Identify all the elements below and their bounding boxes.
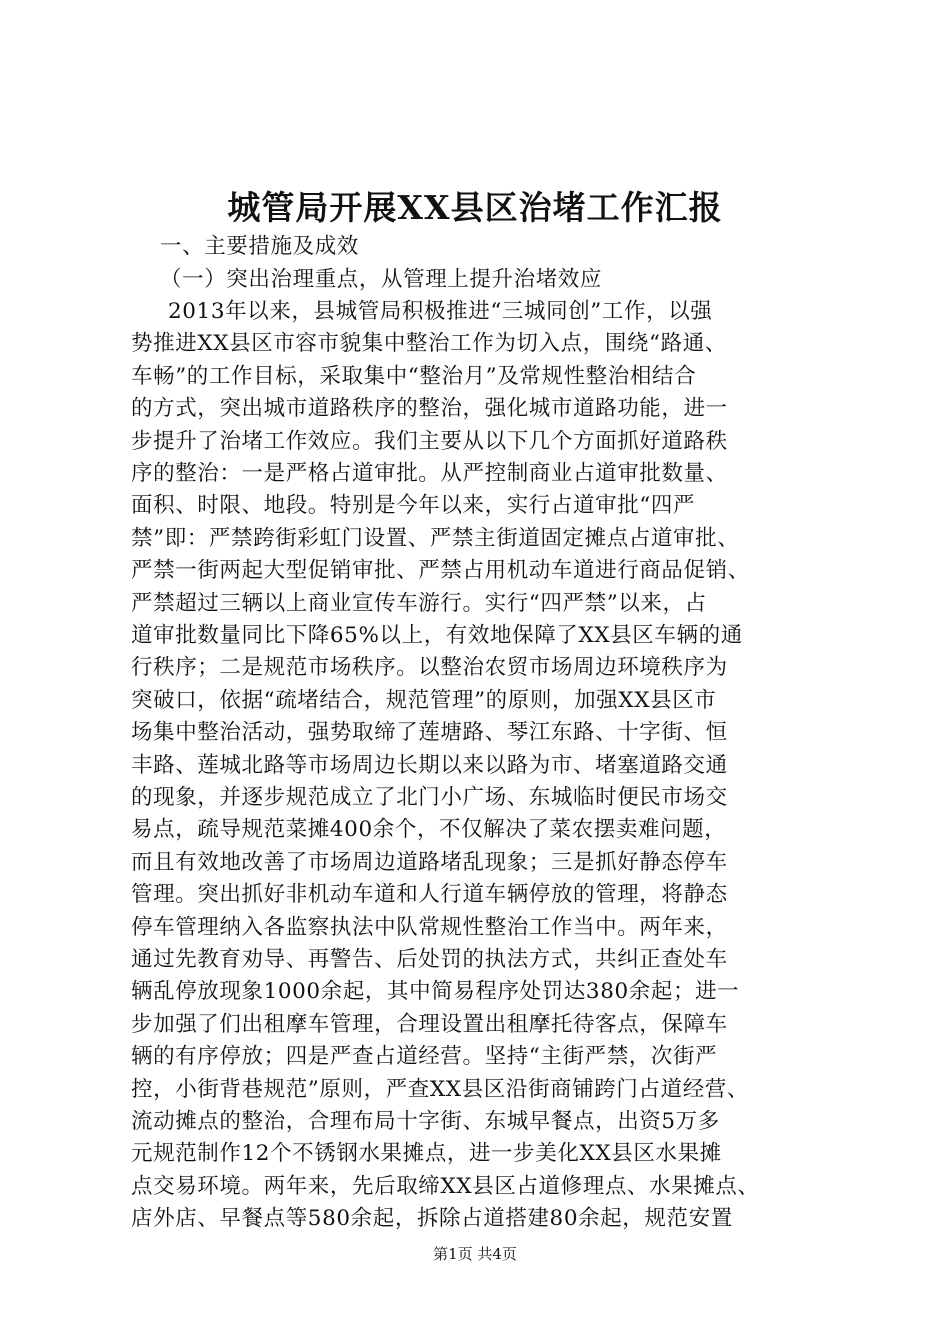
- body-line: 停车管理纳入各监察执法中队常规性整治工作当中。两年来，: [131, 914, 728, 940]
- body-line: 而且有效地改善了市场周边道路堵乱现象；三是抓好静态停车: [131, 849, 728, 875]
- page-title: 城管局开展XX县区治堵工作汇报: [227, 188, 723, 227]
- body-line: 禁”即：严禁跨街彩虹门设置、严禁主街道固定摊点占道审批、: [131, 525, 740, 551]
- body-line: 道审批数量同比下降65%以上，有效地保障了XX县区车辆的通: [131, 623, 743, 648]
- body-line: 店外店、早餐点等580余起，拆除占道搭建80余起，规范安置: [131, 1206, 733, 1232]
- body-line: 通过先教育劝导、再警告、后处罚的执法方式，共纠正查处车: [131, 947, 728, 972]
- page-footer: 第1页 共4页: [433, 1245, 517, 1263]
- body-line: 面积、时限、地段。特别是今年以来，实行占道审批“四严: [131, 493, 696, 519]
- body-line: 辆乱停放现象1000余起，其中简易程序处罚达380余起；进一: [131, 979, 740, 1005]
- subsection-heading: （一）突出治理重点，从管理上提升治堵效应: [160, 267, 603, 292]
- body-line: 行秩序；二是规范市场秩序。以整治农贸市场周边环境秩序为: [131, 655, 728, 681]
- body-line: 丰路、莲城北路等市场周边长期以来以路为市、堵塞道路交通: [131, 752, 728, 778]
- section-heading: 一、主要措施及成效: [160, 234, 359, 259]
- body-line: 控，小街背巷规范”原则，严查XX县区沿街商铺跨门占道经营、: [131, 1076, 750, 1102]
- body-line: 的方式，突出城市道路秩序的整治，强化城市道路功能，进一: [131, 396, 728, 422]
- body-line: 场集中整治活动，强势取缔了莲塘路、琴江东路、十字街、恒: [131, 720, 728, 746]
- body-line: 严禁一街两起大型促销审批、严禁占用机动车道进行商品促销、: [131, 558, 750, 584]
- body-line: 突破口，依据“疏堵结合，规范管理”的原则，加强XX县区市: [131, 687, 717, 713]
- body-line: 的现象，并逐步规范成立了北门小广场、东城临时便民市场交: [131, 785, 728, 810]
- body-line: 2013年以来，县城管局积极推进“三城同创”工作，以强: [168, 299, 713, 324]
- body-line: 严禁超过三辆以上商业宣传车游行。实行“四严禁”以来，占: [131, 590, 707, 616]
- body-line: 步加强了们出租摩车管理，合理设置出租摩托待客点，保障车: [131, 1011, 728, 1037]
- body-line: 车畅”的工作目标，采取集中“整治月”及常规性整治相结合: [131, 363, 697, 389]
- body-line: 易点，疏导规范菜摊400余个，不仅解决了菜农摆卖难问题，: [131, 817, 727, 843]
- body-line: 序的整治：一是严格占道审批。从严控制商业占道审批数量、: [131, 461, 728, 486]
- body-line: 势推进XX县区市容市貌集中整治工作为切入点，围绕“路通、: [131, 331, 727, 357]
- body-line: 步提升了治堵工作效应。我们主要从以下几个方面抓好道路秩: [131, 428, 728, 454]
- body-line: 辆的有序停放；四是严查占道经营。坚持“主街严禁，次街严: [131, 1044, 718, 1070]
- body-line: 点交易环境。两年来，先后取缔XX县区占道修理点、水果摊点、: [131, 1173, 760, 1199]
- body-line: 元规范制作12个不锈钢水果摊点，进一步美化XX县区水果摊: [131, 1141, 722, 1167]
- body-line: 流动摊点的整治，合理布局十字街、东城早餐点，出资5万多: [131, 1109, 720, 1134]
- body-line: 管理。突出抓好非机动车道和人行道车辆停放的管理，将静态: [131, 882, 728, 908]
